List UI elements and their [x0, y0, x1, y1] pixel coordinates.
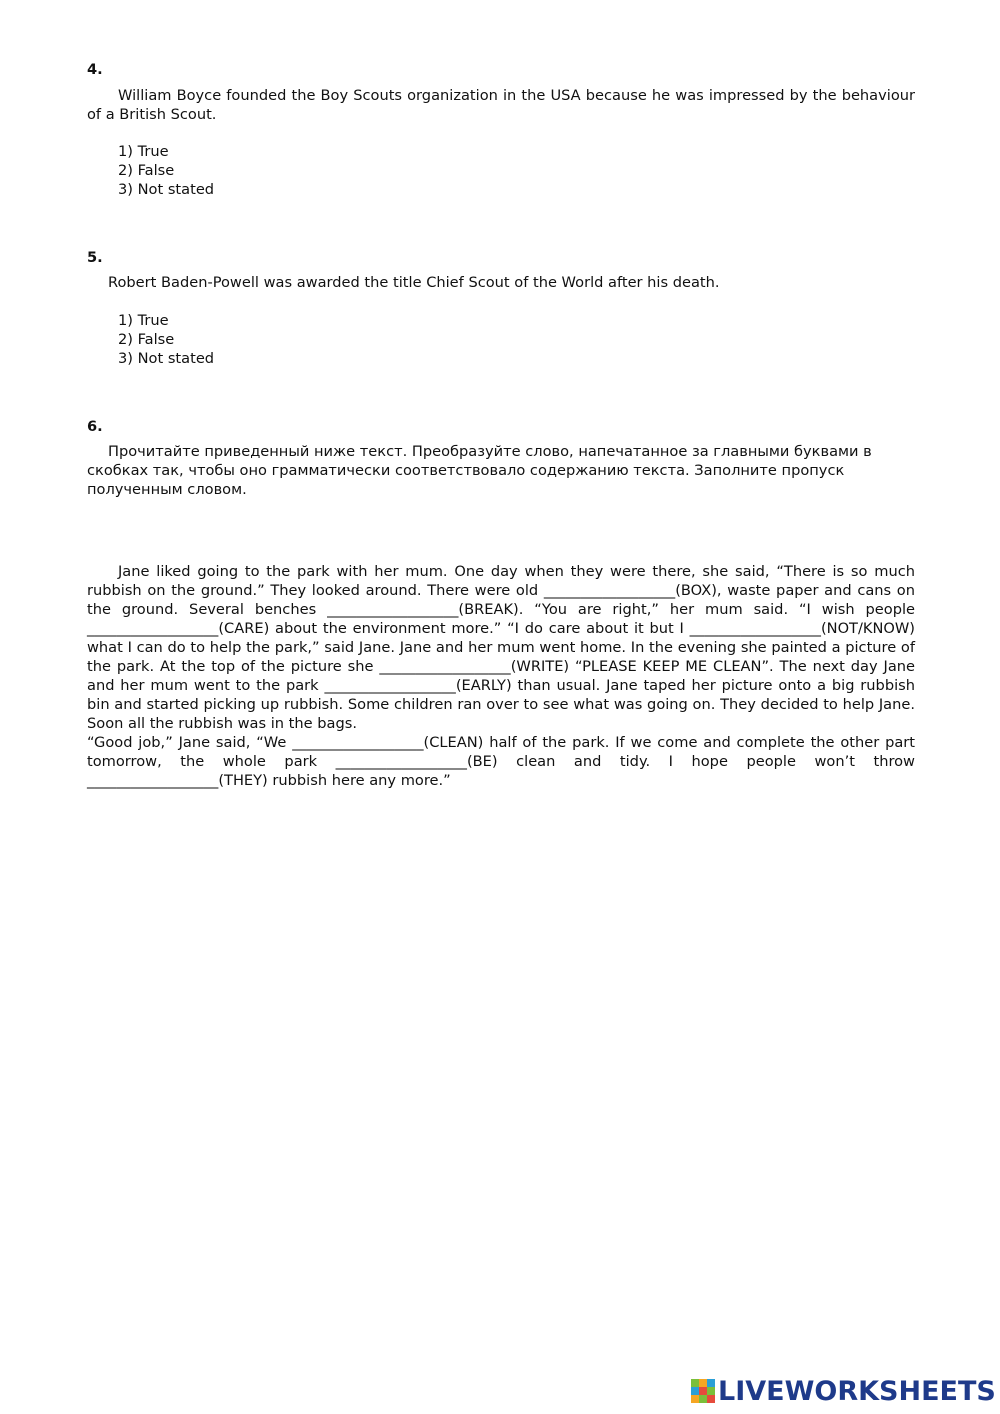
- question-6-instructions: Прочитайте приведенный ниже текст. Преобразуйте слово, напечатанное за главными буквами в скобках так, чтобы оно грамматически соответствовало содержанию текста. Заполните пропуск полученным словом.: [87, 443, 872, 498]
- question-6-number: 6.: [87, 418, 103, 435]
- passage-paragraph-2: “Good job,” Jane said, “We __________________(CLEAN) half of the park. If we come and complete the other part tomorrow, the whole park __________________(BE) clean and tidy. I hope people won’t throw __________________(THEY) rubbish here any more.”: [87, 734, 915, 789]
- option-true[interactable]: 1) True: [118, 143, 169, 160]
- option-not-stated[interactable]: 3) Not stated: [118, 181, 215, 198]
- option-false[interactable]: 2) False: [118, 331, 175, 348]
- option-not-stated[interactable]: 3) Not stated: [118, 350, 215, 367]
- gap-fill-passage: [87, 562, 915, 790]
- passage-paragraph-1: Jane liked going to the park with her mum. One day when they were there, she said, “There is so much rubbish on the ground.” They looked around. There were old __________________(BOX), waste paper and cans on the ground. Several benches __________________(BREAK). “You are right,” her mum said. “I wish people __________________(CARE) about the environment more.” “I do care about it but I __________________(NOT/KNOW) what I can do to help the park,” said Jane. Jane and her mum went home. In the evening she painted a picture of the park. At the top of the picture she __________________(WRITE) “PLEASE KEEP ME CLEAN”. The next day Jane and her mum went to the park __________________(EARLY) than usual. Jane taped her picture onto a big rubbish bin and started picking up rubbish. Some children ran over to see what was going on. They decided to help Jane. Soon all the rubbish was in the bags.: [87, 563, 915, 732]
- liveworksheets-logo-icon: [691, 1379, 715, 1403]
- option-true[interactable]: 1) True: [118, 312, 169, 329]
- question-4-text: William Boyce founded the Boy Scouts organization in the USA because he was impressed by the behaviour of a British Scout.: [87, 87, 915, 123]
- question-5-options: [118, 311, 214, 368]
- question-5-number: 5.: [87, 249, 103, 266]
- liveworksheets-logo[interactable]: [691, 1374, 996, 1408]
- logo-text: LIVEWORKSHEETS: [718, 1375, 996, 1407]
- question-5-text: Robert Baden-Powell was awarded the title Chief Scout of the World after his death.: [108, 274, 720, 291]
- question-4-options: [118, 142, 214, 199]
- question-4-number: 4.: [87, 61, 103, 78]
- option-false[interactable]: 2) False: [118, 162, 175, 179]
